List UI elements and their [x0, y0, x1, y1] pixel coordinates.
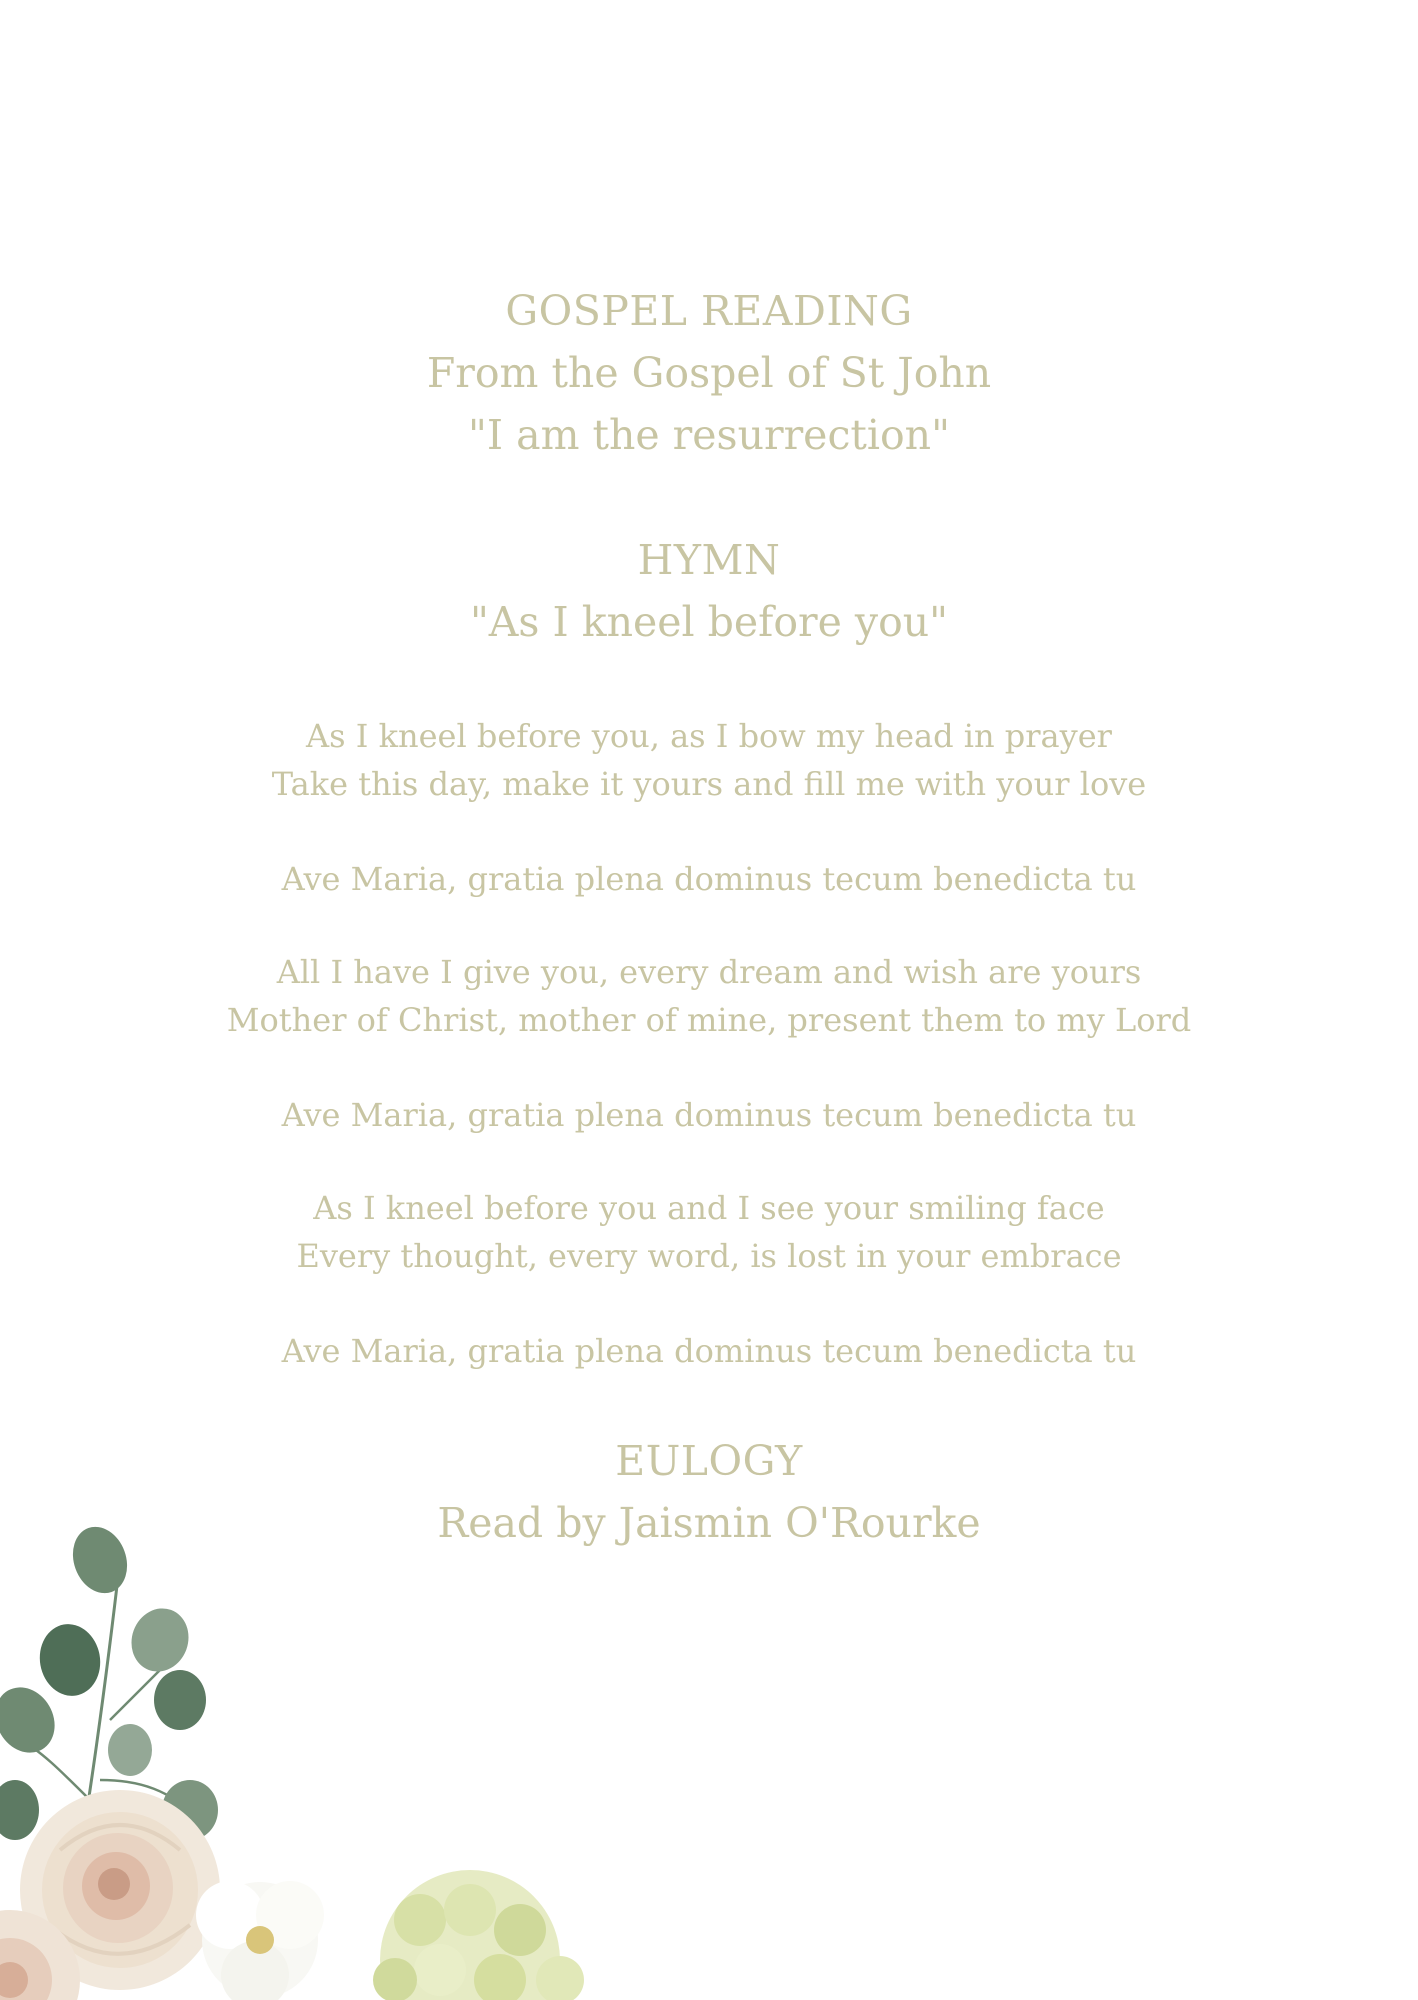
hymn-refrain — [0, 1327, 1418, 1375]
hymn-refrain — [0, 1091, 1418, 1139]
lyric-line: All I have I give you, every dream and wish are yours — [276, 953, 1142, 991]
lyric-line: As I kneel before you and I see your smiling face — [313, 1189, 1105, 1227]
lyric-line: Ave Maria, gratia plena dominus tecum benedicta tu — [281, 860, 1137, 898]
eulogy-heading: EULOGY — [615, 1437, 803, 1485]
lyric-line: Take this day, make it yours and fill me with your love — [271, 765, 1147, 803]
lyric-line: Ave Maria, gratia plena dominus tecum benedicta tu — [281, 1096, 1137, 1134]
hymn-lyrics — [0, 712, 1418, 808]
lyric-line: Ave Maria, gratia plena dominus tecum benedicta tu — [281, 1332, 1137, 1370]
gospel-title: "I am the resurrection" — [468, 411, 950, 459]
hymn-heading: HYMN — [637, 536, 781, 584]
gospel-section — [0, 280, 1418, 466]
hymn-refrain — [0, 855, 1418, 903]
hymn-section — [0, 529, 1418, 653]
lyric-line: Mother of Christ, mother of mine, present them to my Lord — [226, 1001, 1192, 1039]
gospel-source: From the Gospel of St John — [426, 349, 992, 397]
gospel-heading: GOSPEL READING — [505, 287, 913, 335]
floral-corner-icon — [0, 1520, 640, 2000]
lyric-line: As I kneel before you, as I bow my head in prayer — [306, 717, 1112, 755]
eulogy-reader: Read by Jaismin O'Rourke — [437, 1499, 981, 1547]
lyric-line: Every thought, every word, is lost in your embrace — [296, 1237, 1122, 1275]
hymn-title: "As I kneel before you" — [469, 598, 949, 646]
hymn-lyrics — [0, 948, 1418, 1044]
hymn-lyrics — [0, 1184, 1418, 1280]
